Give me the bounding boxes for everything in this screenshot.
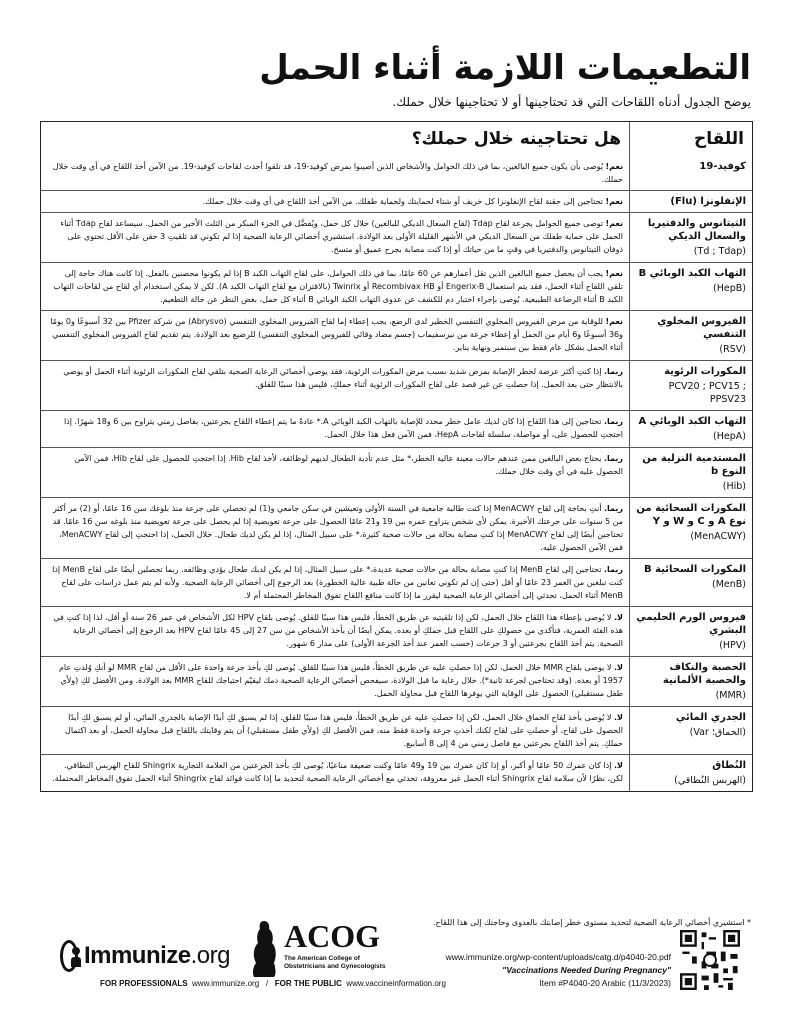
header-need: هل تحتاجينه خلال حملك؟ [41,122,630,156]
answer-text: تحتاجين إلى هذا اللقاح إذا كان لديك عامل خطر محدد للإصابة بالتهاب الكبد الوبائي A.* عادةً ما يتم إعطاء اللقاح بجرعتين، بفاصل زمني يتراوح بين 6 و18 شهرًا. إذا احتجتِ للحصول على، أو مواصلة، سلسلة لقاحات HepA، فمن الآمن فعل هذا خلال الحمل. [63,417,623,439]
table-row [41,360,752,410]
need-cell [41,707,630,754]
vaccine-name: المستدمية النزلية من النوع b [642,453,746,477]
answer-label: لا. [614,713,623,722]
vaccine-cell [630,311,752,360]
acog-subtitle: The American College of Obstetricians and Gynecologists [284,955,386,970]
need-cell [41,213,630,262]
need-cell [41,657,630,706]
table-row [41,190,752,212]
vaccine-cell [630,191,752,212]
vaccine-cell [630,213,752,262]
vaccine-cell [630,607,752,656]
answer-label: لا. [614,761,623,770]
need-cell [41,448,630,497]
answer-text: تحتاجين إلى حقنة لقاح الإنفلونزا كل خريف أو شتاء لحمايتك ولحماية طفلك. من الآمن أخذ اللقاح في أي وقت خلال حملك. [202,197,606,206]
table-row [41,447,752,497]
table-header-row [41,122,752,156]
table-row [41,262,752,310]
table-row [41,410,752,447]
immunize-logo[interactable] [60,937,230,975]
header-vaccine: اللقاح [693,129,744,149]
need-cell [41,191,630,212]
answer-text: إذا كان عمرك 50 عامًا أو أكبر، أو إذا كان عمرك بين 19 و49 عامًا وكنت ضعيفة مناعيًا، يُوصى لكِ بأخذ الجرعتين من العلامة التجارية Shingrix للقاح الهربس النطاقي. لكن، نظرًا لأن سلامة لقاح Shingrix أثناء الحمل غير معروفة، تحدثي مع أخصائي الرعاية الصحية لتحديد ما إذا كانت فوائد لقاح Shingrix أثناء الحمل تفوق المخاطر المحتملة. [52,761,623,783]
vaccine-abbrev: (MenB) [711,579,746,590]
answer-label: ربما. [603,417,623,426]
vaccine-name: التهاب الكبد الوبائي A [638,416,746,427]
immunize-wordmark: Immunize [83,942,191,969]
vaccine-cell [630,156,752,190]
answer-text: يحتاج بعض البالغين ممن عندهم حالات معينة عالية الخطر،* مثل عدم تأدية الطحال لديهم لوظائفه، لأخذ لقاح Hib. إذا احتجتِ للحصول على لقاح Hib، فمن الآمن الحصول عليه في أي وقت خلال حملك. [74,454,623,476]
acog-figure-icon [250,919,278,979]
answer-label: نعم! [605,219,623,228]
reference-block [446,951,671,990]
vaccine-cell [630,755,752,791]
bottom-links [100,979,446,988]
pros-label: FOR PROFESSIONALS [100,979,188,988]
answer-text: أنتِ بحاجة إلى لقاح MenACWY إذا كنت طالبة جامعية في السنة الأولى وتعيشين في سكن جامعي و(1) لم تحصلي على جرعة منذ بلوغك سن 16 عامًا، أو (2) مر أكثر من 5 سنوات على جرعتك الأخيرة. يمكن لأي شخص يتراوح عمره بين 19 و21 عامًا الحصول على جرعة تعويضية إذا لم يحصل على جرعة تعويضية منذ بلوغه سن 16 عامًا. قد تحتاجين أيضًا إلى لقاح MenACWY إذا كنتِ مصابة بحالة من حالات صحية كثيرة،* على سبيل المثال، إذا لم يكن لديك طحال. خلال الحمل، إذا احتجتِ إلى لقاح MenACWY، فمن الآمن الحصول عليه. [52,504,623,552]
vaccine-name: الجدري المائي [675,712,746,723]
answer-label: لا. [614,613,623,622]
answer-text: للوقاية من مرض الفيروس المخلوي التنفسي الخطير لدى الرضع، يجب إعطاء إما لقاح الفيروس المخلوي التنفسي (Abrysvo) من شركة Pfizer بين 32 أسبوعًا و0 يومًا و36 أسبوعًا و6 أيام من الحمل أو إعطاء جرعة من نيرسفيماب (جسم مضاد وقائي للفيروس المخلوي التنفسي) للرضيع بعد الولادة. يتم تقديم لقاح الفيروس المخلوي التنفسي أثناء الحمل بشكل عام فقط بين سبتمبر ونهاية يناير. [50,317,623,352]
answer-text: يُوصى بأن يكون جميع البالغين، بما في ذلك الحوامل والأشخاص الذين أصيبوا بمرض كوفيد-19، قد تلقوا أحدث لقاحات كوفيد-19. من الآمن أخذ اللقاح في أي وقت خلال حملك. [52,162,623,184]
pros-link[interactable]: www.immunize.org [192,979,260,988]
answer-label: ربما. [603,367,623,376]
answer-label: نعم! [605,317,623,326]
need-cell [41,263,630,310]
table-row [41,754,752,791]
vaccine-cell [630,361,752,410]
table-row [41,606,752,656]
qr-code-icon[interactable] [680,930,740,990]
answer-label: ربما. [603,454,623,463]
vaccine-cell [630,411,752,447]
answer-text: لا يُوصى بأخذ لقاح الحماق خلال الحمل، لكن إذا حصلتِ عليه عن طريق الخطأ، فليس هذا سببًا للقلق. إذا لم يسبق لكِ أبدًا الإصابة بالجدري المائي، أو لم يسبق لكِ أبدًا الحصول على لقاح، أو حصلتِ على لقاح لكنك أخذتِ جرعة واحدة فقط منه، فمن الأفضل لكِ (ولأي طفل مستقبلي) أن يتم وقايتك باللقاح قبل محاولة الحمل، أو بعد اكتمال حملكِ. يتم أخذ اللقاح بجرعتين مع فاصل زمني من 4 إلى 8 أسابيع. [65,713,623,748]
need-cell [41,755,630,791]
vaccine-name: الفيروس المخلوي التنفسي [657,316,746,340]
public-link[interactable]: www.vaccineinformation.org [346,979,446,988]
answer-label: ربما. [603,504,623,513]
vaccine-cell [630,448,752,497]
table-row [41,310,752,360]
table-row [41,706,752,754]
separator: / [265,979,269,988]
answer-text: لا يُوصى بإعطاء هذا اللقاح خلال الحمل، لكن إذا تلقيتيه عن طريق الخطأ، فليس هذا سببًا للقلق. يُوصى بلقاح HPV لكل الأشخاص في عمر 26 سنة أو أقل، لذا إذا كنتِ في هذه الفئة العمرية، فتأكدي من حصولكِ على اللقاح قبل حملكِ أو بعده. يمكن أيضًا أن يأخذ الأشخاص من سن 27 إلى 45 عامًا لقاح HPV بعد الرجوع إلى أخصائي الرعاية الصحية. يتم أخذ اللقاح بجرعتين أو 3 جرعات (حسب العمر عند أخذ الجرعة الأولى) على مدار 6 شهور. [53,613,623,648]
answer-text: لا يوصى بلقاح MMR خلال الحمل، لكن إذا حصلتِ عليه عن طريق الخطأ، فليس هذا سببًا للقلق. يُوصى لكِ بأخذ جرعة واحدة على الأقل من لقاح MMR لو أنكِ وُلدتِ عام 1957 أو بعده. (وقد تحتاجين لجرعة ثانية*). خلال رعاية ما قبل الولادة، سيفحص أخصائي الرعاية الصحية دمك ليقيّم احتياجك للقاح MMR بعد الولادة. ومن الأفضل لكِ (ولأي طفل مستقبلي) الحصول على الوقاية التي يوفرها اللقاح قبل محاولة الحمل. [58,663,623,698]
vaccine-name: التيتانوس والدفتيريا والسعال الديكي [647,218,746,242]
vaccine-name: كوفيد-19 [699,161,746,172]
public-label: FOR THE PUBLIC [274,979,342,988]
person-icon [60,940,78,972]
vaccine-abbrev: (Td ; Tdap) [693,246,746,257]
vaccine-cell [630,498,752,558]
acog-logo[interactable] [250,915,390,985]
vaccine-name: فيروس الورم الحليمي البشري [636,612,746,636]
vaccine-cell [630,559,752,606]
vaccine-name: المكورات السحائية B [643,564,746,575]
vaccine-name: الحصبة والنكاف والحصبة الألمانية [662,662,746,686]
vaccine-name: التهاب الكبد الوبائي B [638,268,746,279]
need-cell [41,559,630,606]
vaccine-abbrev: (HepA) [713,431,746,442]
reference-doc-title: "Vaccinations Needed During Pregnancy" [502,965,671,975]
vaccine-abbrev: (Hib) [722,481,746,492]
table-row [41,497,752,558]
answer-text: يجب أن يحصل جميع البالغين الذين تقل أعمارهم عن 60 عامًا، بما في ذلك الحوامل، على لقاح التهاب الكبد B إذا لم يكونوا محصنين بالفعل. إذا كانت هناك حاجة إلى تلقي اللقاح أثناء الحمل، فقد يتم استعمال Engerix-B أو Recombivax HB أو Twinrix (بالاقتران مع لقاح التهاب الكبد A). لكن لا يمكن استخدام أي لقاح من لقاحات التهاب الكبد B أثناء الرضاعة الطبيعية. يُوصى بإجراء اختبار دم للكشف عن عدوى التهاب الكبد الوبائي B أثناء كل حمل، بغض النظر عن حالة التطعيم. [53,269,623,304]
vaccine-abbrev: (MenACWY) [690,531,746,542]
vaccine-table [40,121,753,792]
answer-label: لا. [614,663,623,672]
answer-label: نعم! [605,162,623,171]
vaccine-name: النُطاق [712,760,746,771]
need-cell [41,411,630,447]
need-cell [41,607,630,656]
acog-wordmark: ACOG [284,918,380,954]
table-row [41,156,752,190]
answer-text: تحتاجين إلى لقاح MenB إذا كنتِ مصابة بحالة من حالات صحية عديدة،* على سبيل المثال، إذا لم يكن لديك طحال يؤدي وظائفه. ربما تحصلين أيضًا على لقاح MenB إذا كنت تبلغين من العمر 23 عامًا أو أقل (حتى إن لم تكوني تعانين من حالة طبية عالية الخطورة) بعد الرجوع إلى أخصائي الرعاية الصحية. ولأنه لم يتم عمل دراسات على لقاح MenB أثناء الحمل، تحدثي إلى أخصائي الرعاية الصحية ليقرر ما إذا كانت منافع اللقاح تفوق المخاطر المحتملة أم لا. [52,565,623,600]
vaccine-abbrev: (الهربس النُطاقي) [674,775,746,786]
need-cell [41,361,630,410]
answer-label: ربما. [603,565,623,574]
immunize-suffix: .org [190,942,230,969]
reference-item: Item #P4040-20 Arabic (11/3/2023) [539,978,671,988]
vaccine-abbrev: (HepB) [713,283,746,294]
reference-url[interactable]: www.immunize.org/wp-content/uploads/catg.d/p4040-20.pdf [445,952,671,962]
vaccine-abbrev: PCV20 ; PCV15 ; PPSV23 [668,381,746,405]
table-row [41,656,752,706]
vaccine-name: المكورات السحائية من نوع A و C و W و Y [636,503,746,527]
vaccine-name: المكورات الرئوية [664,366,746,377]
vaccine-abbrev: (الحماق؛ Var) [689,727,746,738]
answer-text: إذا كنتِ أكثر عرضة لخطر الإصابة بمرض شديد بسبب مرض المكورات الرئوية، فقد يوصي أخصائي الرعاية الصحية بتلقي لقاح المكورات الرئوية أثناء الحمل أو يوصي بالانتظار حتى بعد الحمل. إذا حصلتِ عن غير قصد على لقاح المكورات الرئوية أثناء حملكِ، فليس هذا سببًا للقلق. [63,367,623,389]
vaccine-cell [630,707,752,754]
vaccine-cell [630,263,752,310]
page-subtitle: يوضح الجدول أدناه اللقاحات التي قد تحتاجينها أو لا تحتاجينها خلال حملك. [392,95,751,109]
table-row [41,212,752,262]
answer-label: نعم! [605,197,623,206]
vaccine-name: الإنفلونزا (Flu) [670,196,746,207]
vaccine-abbrev: (RSV) [719,344,746,355]
need-cell [41,498,630,558]
need-cell [41,311,630,360]
answer-text: توصى جميع الحوامل بجرعة لقاح Tdap (لقاح السعال الديكي للبالغين) خلال كل حمل، ويُفضَّل في الجزء المبكر من الثلث الأخير من الحمل. سيساعد لقاح Tdap أثناء الحمل على حماية طفلك من السعال الديكي في الأشهر القليلة الأولى بعد الولادة. استشيري أخصائي الرعاية الصحية إذا لم تكوني قد تلقيتِ 3 حقن على الأقل تحتوي على ذوفان التيتانوس والدفتيريا في وقتٍ ما من حياتك أو إذا كنت مصابة بجرح عميق أو متسخ. [60,219,623,254]
footnote: * استشيري أخصائي الرعاية الصحية لتحديد مستوى خطر إصابتك بالعدوى وحاجتك إلى هذا اللقاح. [432,918,751,927]
vaccine-abbrev: (HPV) [719,640,746,651]
table-row [41,558,752,606]
vaccine-cell [630,657,752,706]
need-cell [41,156,630,190]
answer-label: نعم! [605,269,623,278]
vaccine-abbrev: (MMR) [715,690,746,701]
page-title: التطعيمات اللازمة أثناء الحمل [259,48,751,88]
